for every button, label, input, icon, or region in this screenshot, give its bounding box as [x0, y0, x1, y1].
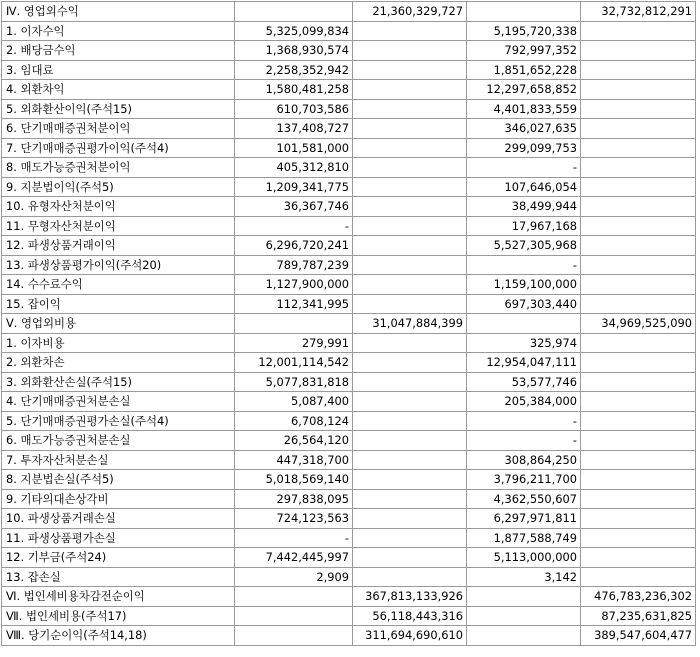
prior-detail-cell: 346,027,635: [467, 119, 581, 139]
item-label-cell: 4. 외환차익: [2, 80, 235, 100]
prior-total-cell: [581, 509, 696, 529]
prior-detail-cell: -: [467, 411, 581, 431]
table-row: [2, 216, 696, 236]
item-label-cell: Ⅶ. 법인세비용(주석17): [2, 606, 235, 626]
current-total-cell: [353, 60, 467, 80]
table-row: [2, 314, 696, 334]
prior-total-cell: [581, 236, 696, 256]
current-total-cell: [353, 99, 467, 119]
current-total-cell: [353, 21, 467, 41]
current-detail-cell: 1,580,481,258: [235, 80, 353, 100]
current-total-cell: [353, 294, 467, 314]
table-row: [2, 21, 696, 41]
current-detail-cell: 6,296,720,241: [235, 236, 353, 256]
item-label-cell: 5. 단기매매증권평가손실(주석4): [2, 411, 235, 431]
item-label-cell: Ⅴ. 영업외비용: [2, 314, 235, 334]
table-row: [2, 333, 696, 353]
current-total-cell: [353, 236, 467, 256]
prior-total-cell: [581, 411, 696, 431]
current-total-cell: [353, 158, 467, 178]
current-detail-cell: [235, 626, 353, 646]
prior-total-cell: [581, 60, 696, 80]
current-total-cell: [353, 431, 467, 451]
current-total-cell: [353, 119, 467, 139]
prior-detail-cell: 3,796,211,700: [467, 470, 581, 490]
prior-detail-cell: 53,577,746: [467, 372, 581, 392]
prior-total-cell: [581, 548, 696, 568]
current-detail-cell: 2,258,352,942: [235, 60, 353, 80]
current-detail-cell: 137,408,727: [235, 119, 353, 139]
current-total-cell: [353, 567, 467, 587]
current-detail-cell: 405,312,810: [235, 158, 353, 178]
prior-detail-cell: 1,159,100,000: [467, 275, 581, 295]
table-row: [2, 567, 696, 587]
current-detail-cell: 724,123,563: [235, 509, 353, 529]
prior-detail-cell: 697,303,440: [467, 294, 581, 314]
current-detail-cell: 5,325,099,834: [235, 21, 353, 41]
current-detail-cell: [235, 587, 353, 607]
table-row: [2, 509, 696, 529]
prior-detail-cell: -: [467, 431, 581, 451]
current-total-cell: [353, 509, 467, 529]
table-row: [2, 528, 696, 548]
current-total-cell: [353, 372, 467, 392]
prior-detail-cell: 12,297,658,852: [467, 80, 581, 100]
item-label-cell: 8. 매도가능증권처분이익: [2, 158, 235, 178]
current-detail-cell: 447,318,700: [235, 450, 353, 470]
prior-detail-cell: 5,113,000,000: [467, 548, 581, 568]
item-label-cell: 1. 이자비용: [2, 333, 235, 353]
current-total-cell: [353, 450, 467, 470]
current-total-cell: 31,047,884,399: [353, 314, 467, 334]
current-detail-cell: 1,127,900,000: [235, 275, 353, 295]
item-label-cell: 6. 단기매매증권처분이익: [2, 119, 235, 139]
current-total-cell: [353, 216, 467, 236]
prior-detail-cell: [467, 606, 581, 626]
current-total-cell: [353, 411, 467, 431]
current-total-cell: [353, 548, 467, 568]
prior-detail-cell: 4,362,550,607: [467, 489, 581, 509]
prior-total-cell: [581, 489, 696, 509]
current-total-cell: [353, 197, 467, 217]
table-row: [2, 587, 696, 607]
current-detail-cell: 297,838,095: [235, 489, 353, 509]
item-label-cell: Ⅵ. 법인세비용차감전순이익: [2, 587, 235, 607]
prior-total-cell: 476,783,236,302: [581, 587, 696, 607]
current-total-cell: 311,694,690,610: [353, 626, 467, 646]
table-row: [2, 294, 696, 314]
prior-detail-cell: 3,142: [467, 567, 581, 587]
prior-detail-cell: 5,195,720,338: [467, 21, 581, 41]
current-total-cell: 367,813,133,926: [353, 587, 467, 607]
prior-total-cell: [581, 333, 696, 353]
item-label-cell: 12. 파생상품거래이익: [2, 236, 235, 256]
item-label-cell: 10. 파생상품거래손실: [2, 509, 235, 529]
prior-total-cell: [581, 41, 696, 61]
prior-total-cell: [581, 450, 696, 470]
current-detail-cell: [235, 314, 353, 334]
current-detail-cell: 36,367,746: [235, 197, 353, 217]
prior-total-cell: [581, 80, 696, 100]
prior-total-cell: [581, 528, 696, 548]
prior-total-cell: [581, 21, 696, 41]
item-label-cell: 8. 지분법손실(주석5): [2, 470, 235, 490]
current-detail-cell: 610,703,586: [235, 99, 353, 119]
item-label-cell: 3. 외화환산손실(주석15): [2, 372, 235, 392]
current-total-cell: 56,118,443,316: [353, 606, 467, 626]
prior-total-cell: [581, 99, 696, 119]
prior-total-cell: [581, 353, 696, 373]
item-label-cell: 7. 투자자산처분손실: [2, 450, 235, 470]
table-row: [2, 80, 696, 100]
current-detail-cell: [235, 606, 353, 626]
current-total-cell: [353, 470, 467, 490]
prior-detail-cell: 38,499,944: [467, 197, 581, 217]
item-label-cell: 3. 임대료: [2, 60, 235, 80]
prior-total-cell: 34,969,525,090: [581, 314, 696, 334]
table-row: [2, 99, 696, 119]
current-total-cell: [353, 333, 467, 353]
prior-total-cell: [581, 294, 696, 314]
table-row: [2, 372, 696, 392]
table-row: [2, 119, 696, 139]
prior-detail-cell: -: [467, 255, 581, 275]
item-label-cell: 11. 파생상품평가손실: [2, 528, 235, 548]
item-label-cell: 15. 잡이익: [2, 294, 235, 314]
prior-total-cell: [581, 119, 696, 139]
current-total-cell: [353, 41, 467, 61]
current-detail-cell: 1,209,341,775: [235, 177, 353, 197]
prior-total-cell: [581, 255, 696, 275]
current-detail-cell: 789,787,239: [235, 255, 353, 275]
item-label-cell: 9. 지분법이익(주석5): [2, 177, 235, 197]
current-detail-cell: 26,564,120: [235, 431, 353, 451]
current-detail-cell: -: [235, 528, 353, 548]
prior-detail-cell: 17,967,168: [467, 216, 581, 236]
current-total-cell: [353, 177, 467, 197]
item-label-cell: 11. 무형자산처분이익: [2, 216, 235, 236]
current-total-cell: [353, 353, 467, 373]
table-row: [2, 606, 696, 626]
item-label-cell: 12. 기부금(주석24): [2, 548, 235, 568]
item-label-cell: 14. 수수료수익: [2, 275, 235, 295]
item-label-cell: 7. 단기매매증권평가이익(주석4): [2, 138, 235, 158]
table-row: [2, 2, 696, 22]
current-total-cell: [353, 275, 467, 295]
current-detail-cell: 1,368,930,574: [235, 41, 353, 61]
prior-detail-cell: 1,877,588,749: [467, 528, 581, 548]
current-detail-cell: 5,018,569,140: [235, 470, 353, 490]
current-total-cell: [353, 392, 467, 412]
current-total-cell: [353, 255, 467, 275]
prior-detail-cell: 325,974: [467, 333, 581, 353]
current-detail-cell: 279,991: [235, 333, 353, 353]
current-detail-cell: 5,077,831,818: [235, 372, 353, 392]
table-row: [2, 411, 696, 431]
item-label-cell: Ⅷ. 당기순이익(주석14,18): [2, 626, 235, 646]
prior-detail-cell: 5,527,305,968: [467, 236, 581, 256]
table-row: [2, 392, 696, 412]
prior-total-cell: [581, 567, 696, 587]
table-row: [2, 450, 696, 470]
prior-detail-cell: [467, 626, 581, 646]
prior-detail-cell: 6,297,971,811: [467, 509, 581, 529]
table-row: [2, 197, 696, 217]
prior-total-cell: 389,547,604,477: [581, 626, 696, 646]
prior-total-cell: [581, 275, 696, 295]
prior-total-cell: [581, 470, 696, 490]
prior-detail-cell: 1,851,652,228: [467, 60, 581, 80]
item-label-cell: 2. 배당금수익: [2, 41, 235, 61]
prior-detail-cell: 12,954,047,111: [467, 353, 581, 373]
prior-total-cell: [581, 372, 696, 392]
table-row: [2, 470, 696, 490]
prior-detail-cell: 4,401,833,559: [467, 99, 581, 119]
prior-detail-cell: 792,997,352: [467, 41, 581, 61]
table-body: [2, 2, 696, 646]
table-row: [2, 60, 696, 80]
item-label-cell: 2. 외환차손: [2, 353, 235, 373]
current-detail-cell: 5,087,400: [235, 392, 353, 412]
item-label-cell: 10. 유형자산처분이익: [2, 197, 235, 217]
item-label-cell: 13. 잡손실: [2, 567, 235, 587]
prior-total-cell: 87,235,631,825: [581, 606, 696, 626]
item-label-cell: Ⅳ. 영업외수익: [2, 2, 235, 22]
current-detail-cell: [235, 2, 353, 22]
prior-detail-cell: 299,099,753: [467, 138, 581, 158]
item-label-cell: 5. 외화환산이익(주석15): [2, 99, 235, 119]
current-total-cell: [353, 489, 467, 509]
current-detail-cell: -: [235, 216, 353, 236]
prior-total-cell: [581, 431, 696, 451]
prior-detail-cell: [467, 314, 581, 334]
prior-total-cell: [581, 392, 696, 412]
prior-total-cell: [581, 216, 696, 236]
prior-total-cell: 32,732,812,291: [581, 2, 696, 22]
prior-detail-cell: [467, 587, 581, 607]
item-label-cell: 4. 단기매매증권처분손실: [2, 392, 235, 412]
table-row: [2, 255, 696, 275]
table-row: [2, 177, 696, 197]
prior-detail-cell: 107,646,054: [467, 177, 581, 197]
prior-total-cell: [581, 158, 696, 178]
table-row: [2, 158, 696, 178]
item-label-cell: 13. 파생상품평가이익(주석20): [2, 255, 235, 275]
current-total-cell: [353, 80, 467, 100]
current-detail-cell: 6,708,124: [235, 411, 353, 431]
current-detail-cell: 112,341,995: [235, 294, 353, 314]
item-label-cell: 1. 이자수익: [2, 21, 235, 41]
table-row: [2, 41, 696, 61]
table-row: [2, 236, 696, 256]
current-total-cell: [353, 138, 467, 158]
table-row: [2, 431, 696, 451]
item-label-cell: 9. 기타의대손상각비: [2, 489, 235, 509]
table-row: [2, 489, 696, 509]
prior-detail-cell: [467, 2, 581, 22]
prior-detail-cell: 205,384,000: [467, 392, 581, 412]
current-total-cell: 21,360,329,727: [353, 2, 467, 22]
current-total-cell: [353, 528, 467, 548]
table-row: [2, 548, 696, 568]
table-row: [2, 626, 696, 646]
prior-total-cell: [581, 197, 696, 217]
financial-statement-table: [1, 1, 696, 646]
current-detail-cell: 7,442,445,997: [235, 548, 353, 568]
table-row: [2, 353, 696, 373]
prior-total-cell: [581, 138, 696, 158]
current-detail-cell: 2,909: [235, 567, 353, 587]
prior-detail-cell: 308,864,250: [467, 450, 581, 470]
current-detail-cell: 12,001,114,542: [235, 353, 353, 373]
table-row: [2, 275, 696, 295]
item-label-cell: 6. 매도가능증권처분손실: [2, 431, 235, 451]
prior-total-cell: [581, 177, 696, 197]
table-row: [2, 138, 696, 158]
prior-detail-cell: -: [467, 158, 581, 178]
current-detail-cell: 101,581,000: [235, 138, 353, 158]
